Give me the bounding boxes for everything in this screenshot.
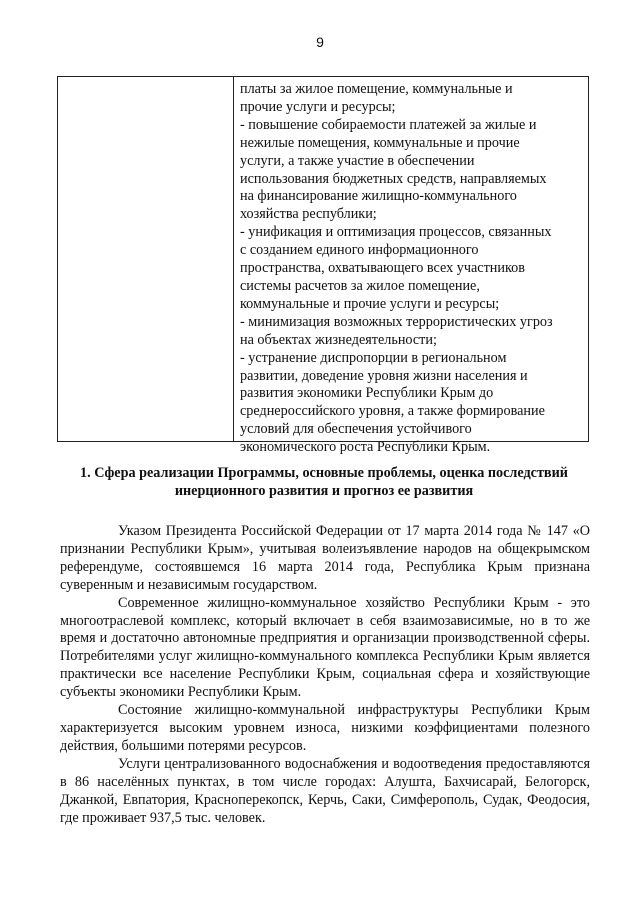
table-cell-line: условий для обеспечения устойчивого <box>240 421 472 438</box>
table-cell-line: пространства, охватывающего всех участников <box>240 260 525 277</box>
table-cell-line: системы расчетов за жилое помещение, <box>240 277 480 294</box>
table-cell-line: платы за жилое помещение, коммунальные и <box>240 81 513 97</box>
page-number: 9 <box>316 34 324 50</box>
table-cell-line: среднероссийского уровня, а также формирование <box>240 403 545 420</box>
table-cell-line: развития экономики Республики Крым до <box>240 385 494 402</box>
table-cell-line: на объектах жизнедеятельности; <box>240 331 437 348</box>
table-cell-line: прочие услуги и ресурсы; <box>240 98 396 115</box>
table-cell-line: коммунальные и прочие услуги и ресурсы; <box>240 295 500 312</box>
table-right-cell <box>240 81 580 457</box>
table-cell-line: на финансирование жилищно-коммунального <box>240 188 517 205</box>
table-cell-line: нежилые помещения, коммунальные и прочие <box>240 134 520 151</box>
table-cell-line: развитии, доведение уровня жизни населения и <box>240 367 528 384</box>
section-heading <box>60 464 588 500</box>
table-cell-line: - повышение собираемости платежей за жилые и <box>240 116 537 133</box>
table-column-divider <box>233 77 234 441</box>
table-cell-line: - унификация и оптимизация процессов, связанных <box>240 224 552 241</box>
section-heading-line: инерционного развития и прогноз ее развития <box>174 483 474 499</box>
table-cell-line: услуги, а также участие в обеспечении <box>240 152 475 169</box>
table-cell-line: хозяйства республики; <box>240 206 377 223</box>
body-paragraph: Услуги централизованного водоснабжения и водоотведения предоставляются в 86 населённых пунктах, в том числе городах: Алушта, Бахчисарай, Белогорск, Джанкой, Евпатория, Красноперекопск, Керчь, Саки, Симферополь, Судак, Феодосия, где проживает 937,5 тыс. человек. <box>60 755 590 826</box>
section-heading-line: 1. Сфера реализации Программы, основные проблемы, оценка последствий <box>80 465 568 481</box>
continuation-table <box>57 76 589 456</box>
table-cell-line: экономического роста Республики Крым. <box>240 439 491 456</box>
body-paragraph: Современное жилищно-коммунальное хозяйство Республики Крым - это многоотраслевой комплекс, который включает в себя взаимозависимые, но в то же время и достаточно автономные предприятия и организации производственной сферы. Потребителями услуг жилищно-коммунального комплекса Республики Крым является практически все население Республики Крым, социальная сфера и хозяйствующие субъекты экономики Республики Крым. <box>60 594 590 701</box>
body-paragraph: Указом Президента Российской Федерации от 17 марта 2014 года № 147 «О признании Республики Крым», учитывая волеизъявление народов на общекрымском референдуме, состоявшемся 16 марта 2014 года, Республика Крым признана суверенным и независимым государством. <box>60 523 590 593</box>
table-cell-line: использования бюджетных средств, направляемых <box>240 170 547 187</box>
table-cell-line: - устранение диспропорции в региональном <box>240 349 507 366</box>
table-cell-line: с созданием единого информационного <box>240 242 479 259</box>
body-paragraph: Состояние жилищно-коммунальной инфраструктуры Республики Крым характеризуется высоким уровнем износа, низкими коэффициентами полезного действия, большими потерями ресурсов. <box>60 702 590 754</box>
table-cell-line: - минимизация возможных террористических угроз <box>240 313 553 330</box>
section-body <box>60 523 590 827</box>
